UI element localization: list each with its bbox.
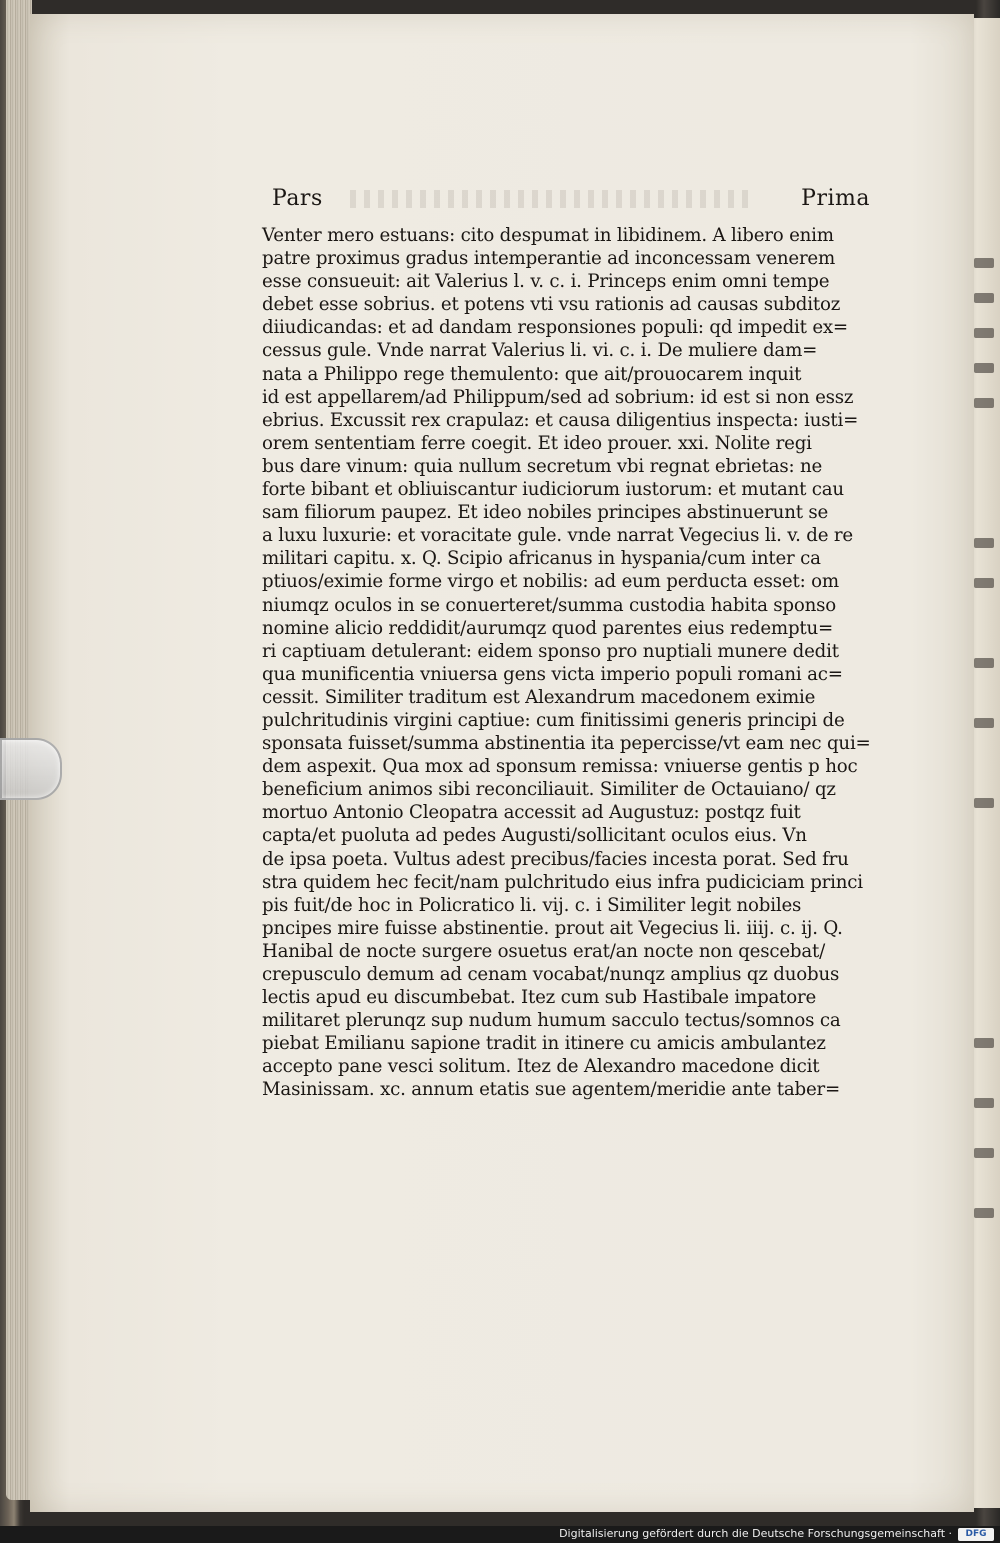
text-line: beneficium animos sibi reconciliauit. Similiter de Octauiano/ qz [262,779,836,801]
text-line: cessit. Similiter traditum est Alexandrum macedonem eximie [262,686,816,708]
text-line: pncipes mire fuisse abstinentie. prout ait Vegecius li. iiij. c. ij. Q. [262,917,843,939]
text-line: forte bibant et obliuiscantur iudiciorum iustorum: et mutant cau [262,479,844,501]
text-line: id est appellarem/ad Philippum/sed ad sobrium: id est si non essz [262,386,854,408]
text-line: sponsata fuisset/summa abstinentia ita pepercisse/vt eam nec qui= [262,733,871,755]
text-line: orem sententiam ferre coegit. Et ideo prouer. xxi. Nolite regi [262,432,812,454]
text-line: esse consueuit: ait Valerius l. v. c. i. Princeps enim omni tempe [262,271,830,293]
text-line: debet esse sobrius. et potens vti vsu rationis ad causas subditoz [262,294,841,316]
text-line: mortuo Antonio Cleopatra accessit ad Augustuz: postqz fuit [262,802,801,824]
header-right: Prima [801,186,870,211]
body-text [262,224,871,1102]
text-line: militaret plerunqz sup nudum humum sacculo tectus/somnos ca [262,1010,841,1032]
text-line: ptiuos/eximie forme virgo et nobilis: ad eum perducta esset: om [262,571,839,593]
text-line: Masinissam. xc. annum etatis sue agentem/meridie ante taber= [262,1079,841,1101]
text-line: ebrius. Excussit rex crapulaz: et causa diligentius inspecta: iusti= [262,409,859,431]
text-line: cessus gule. Vnde narrat Valerius li. vi. c. i. De muliere dam= [262,340,818,362]
text-block [262,184,871,1102]
text-line: sam filiorum paupez. Et ideo nobiles principes abstinuerunt se [262,502,829,524]
header-left: Pars [272,186,323,211]
text-line: patre proximus gradus intemperantie ad inconcessam venerem [262,248,836,270]
text-line: pulchritudinis virgini captiue: cum finitissimi generis principi de [262,709,845,731]
text-line: qua munificentia vniuersa gens victa imperio populi romani ac= [262,663,843,685]
text-line: lectis apud eu discumbebat. Itez cum sub Hastibale impatore [262,987,817,1009]
text-line: nata a Philippo rege themulento: que ait/prouocarem inquit [262,363,802,385]
text-line: piebat Emilianu sapione tradit in itinere cu amicis ambulantez [262,1033,826,1055]
text-line: de ipsa poeta. Vultus adest precibus/facies incesta porat. Sed fru [262,848,849,870]
text-line: Venter mero estuans: cito despumat in libidinem. A libero enim [262,225,834,246]
text-line: nomine alicio reddidit/aurumqz quod parentes eius redemptu= [262,617,834,639]
text-line: niumqz oculos in se conuerteret/summa custodia habita sponso [262,594,837,616]
text-line: bus dare vinum: quia nullum secretum vbi regnat ebrietas: ne [262,455,823,477]
text-line: militari capitu. x. Q. Scipio africanus in hyspania/cum inter ca [262,548,821,570]
text-line: pis fuit/de hoc in Policratico li. vij. c. i Similiter legit nobiles [262,894,802,916]
text-line: accepto pane vesci solitum. Itez de Alexandro macedone dicit [262,1056,820,1078]
text-line: diiudicandas: et ad dandam responsiones populi: qd impedit ex= [262,317,848,339]
text-line: a luxu luxurie: et voracitate gule. vnde narrat Vegecius li. v. de re [262,525,853,547]
header-smudge [350,190,750,208]
text-line: stra quidem hec fecit/nam pulchritudo eius infra pudiciciam princi [262,871,863,893]
text-line: Hanibal de nocte surgere osuetus erat/an nocte non qescebat/ [262,940,826,962]
dfg-logo: DFG [958,1528,994,1541]
running-header [262,184,870,224]
text-line: capta/et puoluta ad pedes Augusti/sollicitant oculos eius. Vn [262,825,807,847]
text-line: dem aspexit. Qua mox ad sponsum remissa: vniuerse gentis p hoc [262,756,858,778]
page-clip [0,738,62,800]
text-line: crepusculo demum ad cenam vocabat/nunqz amplius qz duobus [262,964,840,985]
footer-bar [0,1526,1000,1543]
text-line: ri captiuam detulerant: eidem sponso pro nuptiali munere dedit [262,640,839,662]
footer-text: Digitalisierung gefördert durch die Deutsche Forschungsgemeinschaft · [559,1527,952,1540]
